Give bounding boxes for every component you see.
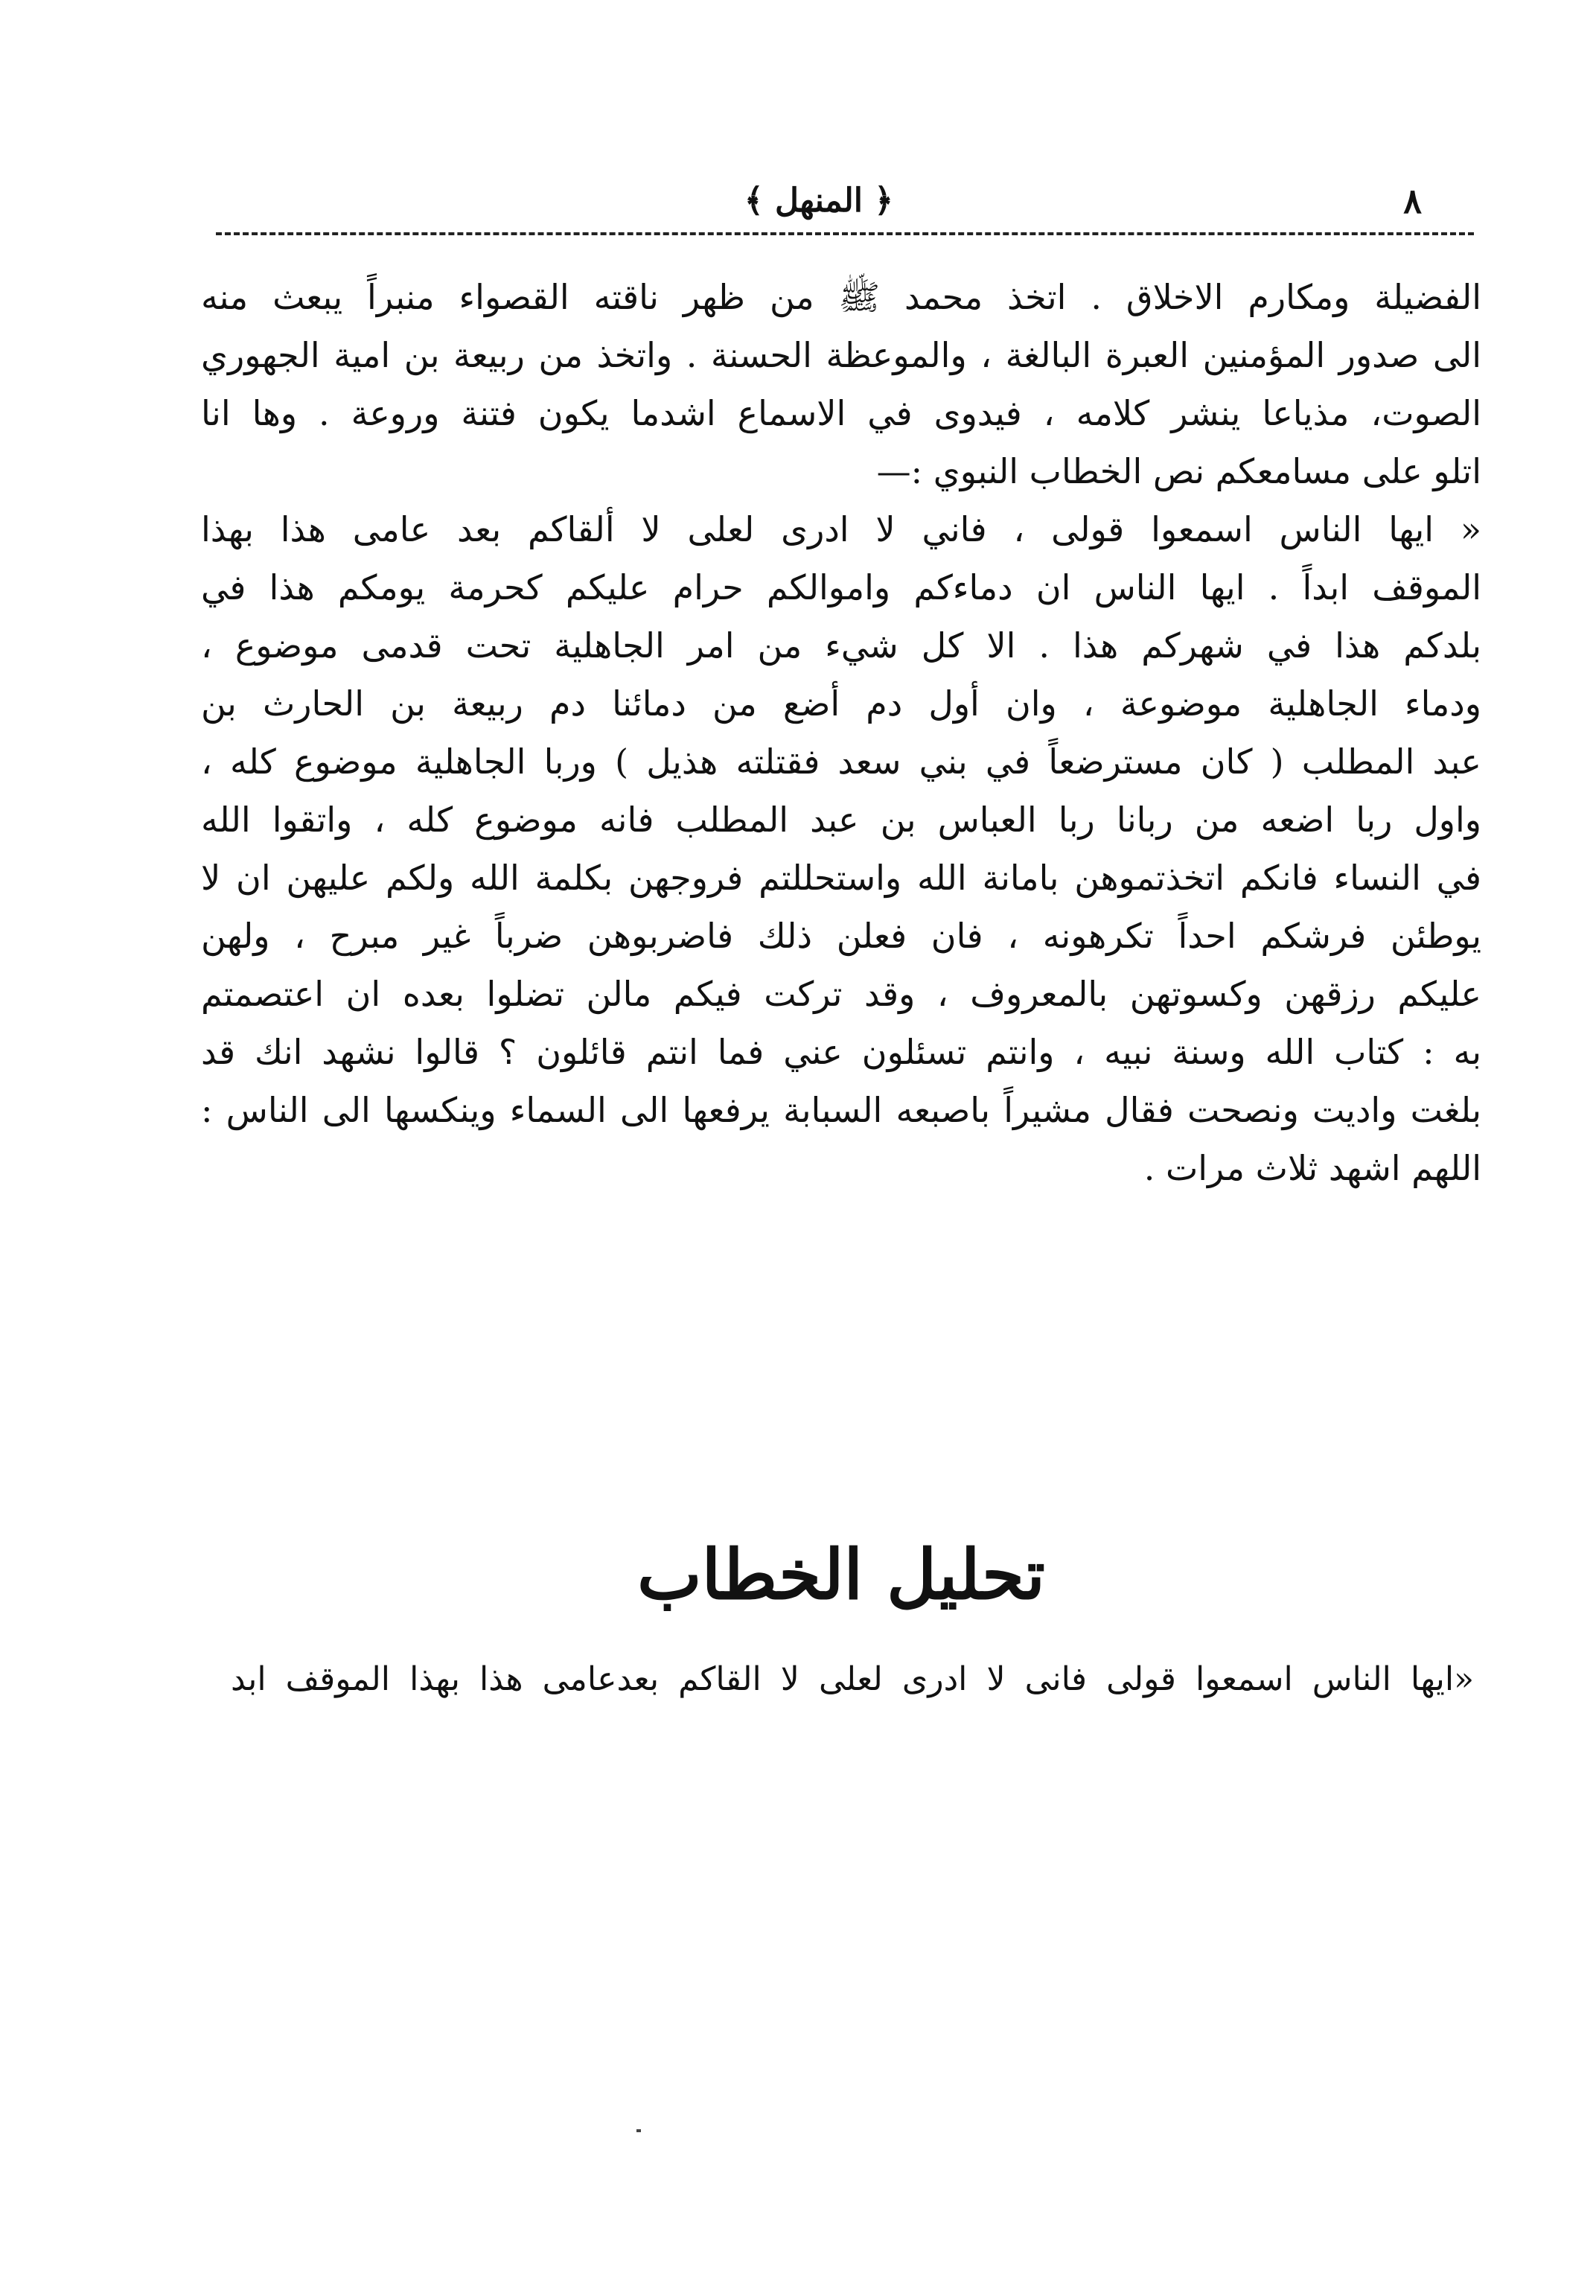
print-speck bbox=[636, 2129, 641, 2132]
body-line: بلدكم هذا في شهركم هذا . الا كل شيء من امر الجاهلية تحت قدمى موضوع ، bbox=[201, 625, 1481, 666]
running-title: ﴿ المنهل ﴾ bbox=[744, 182, 894, 220]
body-line: بلغت واديت ونصحت فقال مشيراً باصبعه السبابة يرفعها الى السماء وينكسها الى الناس : bbox=[201, 1090, 1481, 1130]
body-line: يوطئن فرشكم احداً تكرهونه ، فان فعلن ذلك فاضربوهن ضرباً غير مبرح ، ولهن bbox=[201, 916, 1481, 956]
body-line: عبد المطلب ( كان مسترضعاً في بني سعد فقتلته هذيل ) وربا الجاهلية موضوع كله ، bbox=[201, 742, 1481, 782]
body-line: عليكم رزقهن وكسوتهن بالمعروف ، وقد تركت فيكم مالن تضلوا بعده ان اعتصمتم bbox=[201, 974, 1481, 1014]
body-text bbox=[201, 268, 1481, 1197]
section-heading: تحليل الخطاب bbox=[636, 1534, 1045, 1615]
body-line: « ايها الناس اسمعوا قولى ، فاني لا ادرى لعلى لا ألقاكم بعد عامى هذا بهذا bbox=[201, 509, 1481, 549]
body-line: في النساء فانكم اتخذتموهن بامانة الله واستحللتم فروجهن بكلمة الله ولكم عليهن ان لا bbox=[201, 858, 1481, 898]
body-line: به : كتاب الله وسنة نبيه ، وانتم تسئلون عني فما انتم قائلون ؟ قالوا نشهد انك قد bbox=[201, 1032, 1481, 1072]
page-number: ٨ bbox=[1403, 181, 1422, 221]
body-line: واول ربا اضعه من ربانا ربا العباس بن عبد المطلب فانه موضوع كله ، واتقوا الله bbox=[201, 800, 1481, 840]
body-line: الموقف ابداً . ايها الناس ان دماءكم واموالكم حرام عليكم كحرمة يومكم هذا في bbox=[201, 567, 1481, 608]
body-line: الصوت، مذياعا ينشر كلامه ، فيدوى في الاسماع اشدما يكون فتنة وروعة . وها انا bbox=[201, 393, 1481, 433]
body-line: اتلو على مسامعكم نص الخطاب النبوي :— bbox=[876, 451, 1481, 491]
body-line: ودماء الجاهلية موضوعة ، وان أول دم أضع من دمائنا دم ربيعة بن الحارث بن bbox=[201, 683, 1481, 724]
header-divider bbox=[216, 232, 1474, 235]
body-line: اللهم اشهد ثلاث مرات . bbox=[1143, 1148, 1481, 1188]
section-first-line: «ايها الناس اسمعوا قولى فانى لا ادرى لعلى لا القاكم بعدعامى هذا بهذا الموقف ابد bbox=[231, 1660, 1474, 1698]
body-line: الى صدور المؤمنين العبرة البالغة ، والموعظة الحسنة . واتخذ من ربيعة بن امية الجهوري bbox=[201, 335, 1481, 375]
page-header bbox=[216, 179, 1422, 238]
body-line: الفضيلة ومكارم الاخلاق . اتخذ محمد ﷺ من ظهر ناقته القصواء منبراً يبعث منه bbox=[201, 277, 1481, 317]
